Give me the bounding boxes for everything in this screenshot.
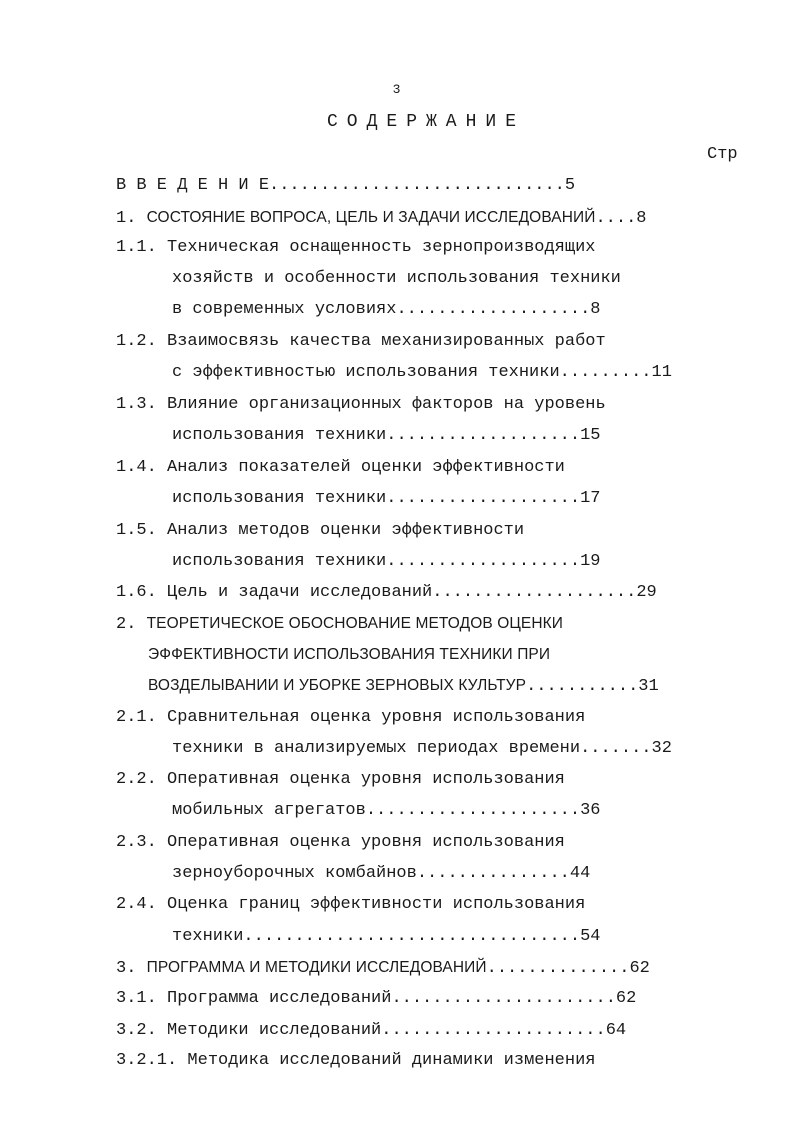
toc-line	[116, 456, 565, 480]
toc-leader-dots: ...................	[386, 552, 581, 571]
toc-entry-text: использования техники	[172, 489, 387, 508]
toc-entry-text: Оперативная оценка уровня использования	[167, 770, 565, 789]
toc-line	[116, 519, 524, 543]
toc-entry-number: 1.5.	[116, 521, 168, 540]
toc-leader-dots: ......................	[381, 1021, 606, 1040]
toc-entry-number: 3.2.1.	[116, 1051, 188, 1070]
toc-leader-dots: ...............	[416, 864, 570, 883]
toc-entry-number: 1.	[116, 209, 147, 228]
toc-line	[116, 831, 565, 855]
toc-page-number: 36	[580, 801, 601, 820]
toc-leader-dots: .....................	[365, 801, 581, 820]
toc-leader-dots: ...................	[396, 300, 591, 319]
toc-entry-text: Цель и задачи исследований	[167, 583, 433, 602]
toc-page-number: 8	[590, 300, 601, 319]
toc-line	[172, 298, 600, 322]
toc-entry-text: техники в анализируемых периодах времени	[172, 739, 581, 758]
toc-line	[116, 393, 606, 417]
toc-leader-dots: .................................	[243, 927, 581, 946]
toc-line	[172, 799, 601, 823]
toc-entry-number: 3.2.	[116, 1021, 168, 1040]
toc-line	[172, 487, 601, 511]
toc-line	[172, 862, 590, 886]
toc-line	[116, 1019, 626, 1043]
toc-entry-text: ТЕОРЕТИЧЕСКОЕ ОБОСНОВАНИЕ МЕТОДОВ ОЦЕНКИ	[146, 615, 564, 632]
toc-entry-text: Влияние организационных факторов на уровень	[167, 395, 606, 414]
toc-entry-number: 2.1.	[116, 708, 168, 727]
toc-page-number: 54	[580, 927, 601, 946]
toc-line	[116, 330, 606, 354]
page-title: СОДЕРЖАНИЕ	[326, 112, 526, 132]
toc-entry-text: использования техники	[172, 552, 387, 571]
toc-entry-text: техники	[172, 927, 244, 946]
toc-entry-number: 2.3.	[116, 833, 168, 852]
toc-leader-dots: ......................	[391, 989, 616, 1008]
toc-entry-text: ЭФФЕКТИВНОСТИ ИСПОЛЬЗОВАНИЯ ТЕХНИКИ ПРИ	[148, 646, 551, 663]
toc-leader-dots: ....................	[432, 583, 637, 602]
toc-line	[116, 1049, 596, 1073]
toc-entry-text: ВОЗДЕЛЫВАНИИ И УБОРКЕ ЗЕРНОВЫХ КУЛЬТУР	[148, 677, 527, 694]
toc-line	[172, 267, 621, 291]
toc-page-number: 5	[564, 176, 576, 195]
page-number: 3	[392, 82, 401, 97]
toc-line	[172, 361, 672, 385]
toc-entry-text: Техническая оснащенность зернопроизводящих	[167, 238, 596, 257]
toc-entry-number: 3.	[116, 959, 147, 978]
toc-line	[116, 893, 585, 917]
toc-page-number: 15	[580, 426, 601, 445]
toc-line	[172, 424, 601, 448]
toc-line	[172, 550, 601, 574]
toc-leader-dots: .........	[559, 363, 652, 382]
toc-entry-text: использования техники	[172, 426, 387, 445]
toc-page-number: 8	[636, 209, 647, 228]
toc-entry-text: ПРОГРАММА И МЕТОДИКИ ИССЛЕДОВАНИЙ	[146, 959, 487, 976]
toc-line	[116, 236, 596, 260]
toc-entry-number: 2.2.	[116, 770, 168, 789]
toc-entry-text: Анализ методов оценки эффективности	[167, 521, 525, 540]
toc-page-number: 32	[651, 739, 672, 758]
toc-line	[116, 174, 575, 198]
toc-leader-dots: ...........	[526, 677, 639, 696]
toc-entry-text: Анализ показателей оценки эффективности	[167, 458, 565, 477]
toc-leader-dots: ....	[595, 209, 637, 228]
toc-entry-number: 1.4.	[116, 458, 168, 477]
toc-entry-number: 1.3.	[116, 395, 168, 414]
toc-entry-number: 3.1.	[116, 989, 168, 1008]
toc-entry-text: Методика исследований динамики изменения	[187, 1051, 596, 1070]
toc-page-number: 29	[636, 583, 657, 602]
toc-line	[116, 768, 565, 792]
toc-entry-number: 2.	[116, 615, 147, 634]
toc-line	[116, 581, 657, 605]
toc-entry-number: 1.1.	[116, 238, 168, 257]
toc-entry-text: В В Е Д Е Н И Е	[116, 176, 270, 195]
toc-entry-text: Сравнительная оценка уровня использования	[167, 708, 586, 727]
toc-leader-dots: .......	[580, 739, 652, 758]
toc-line	[172, 925, 600, 949]
toc-entry-text: СОСТОЯНИЕ ВОПРОСА, ЦЕЛЬ И ЗАДАЧИ ИССЛЕДОВАНИЙ	[146, 209, 596, 226]
toc-page-number: 44	[569, 864, 591, 883]
toc-line	[148, 674, 659, 698]
toc-entry-number: 1.2.	[116, 332, 168, 351]
toc-line	[116, 956, 650, 980]
toc-page-number: 31	[638, 677, 659, 696]
page-column-header: Стр	[707, 145, 738, 164]
toc-page-number: 11	[651, 363, 672, 382]
toc-page-number: 62	[615, 989, 637, 1008]
toc-entry-text: Оперативная оценка уровня использования	[167, 833, 565, 852]
toc-page-number: 64	[605, 1021, 627, 1040]
toc-line	[116, 612, 563, 636]
toc-line	[116, 706, 585, 730]
toc-line	[116, 987, 636, 1011]
toc-leader-dots: ..............	[486, 959, 630, 978]
toc-entry-text: с эффективностью использования техники	[172, 363, 560, 382]
toc-entry-number: 1.6.	[116, 583, 168, 602]
toc-page-number: 17	[580, 489, 601, 508]
toc-leader-dots: ...................	[386, 489, 581, 508]
toc-entry-text: Оценка границ эффективности использования	[167, 895, 586, 914]
toc-page-number: 19	[580, 552, 601, 571]
toc-entry-text: Взаимосвязь качества механизированных работ	[167, 332, 606, 351]
toc-leader-dots: .............................	[269, 176, 565, 195]
toc-entry-number: 2.4.	[116, 895, 168, 914]
toc-page-number: 62	[629, 959, 650, 978]
toc-line	[172, 737, 672, 761]
toc-line	[116, 206, 647, 230]
toc-entry-text: Программа исследований	[167, 989, 392, 1008]
toc-entry-text: в современных условиях	[172, 300, 397, 319]
toc-entry-text: хозяйств и особенности использования техники	[172, 269, 621, 288]
toc-entry-text: мобильных агрегатов	[172, 801, 366, 820]
toc-entry-text: Методики исследований	[167, 1021, 382, 1040]
toc-leader-dots: ...................	[386, 426, 581, 445]
toc-entry-text: зерноуборочных комбайнов	[172, 864, 417, 883]
toc-line	[148, 643, 550, 667]
